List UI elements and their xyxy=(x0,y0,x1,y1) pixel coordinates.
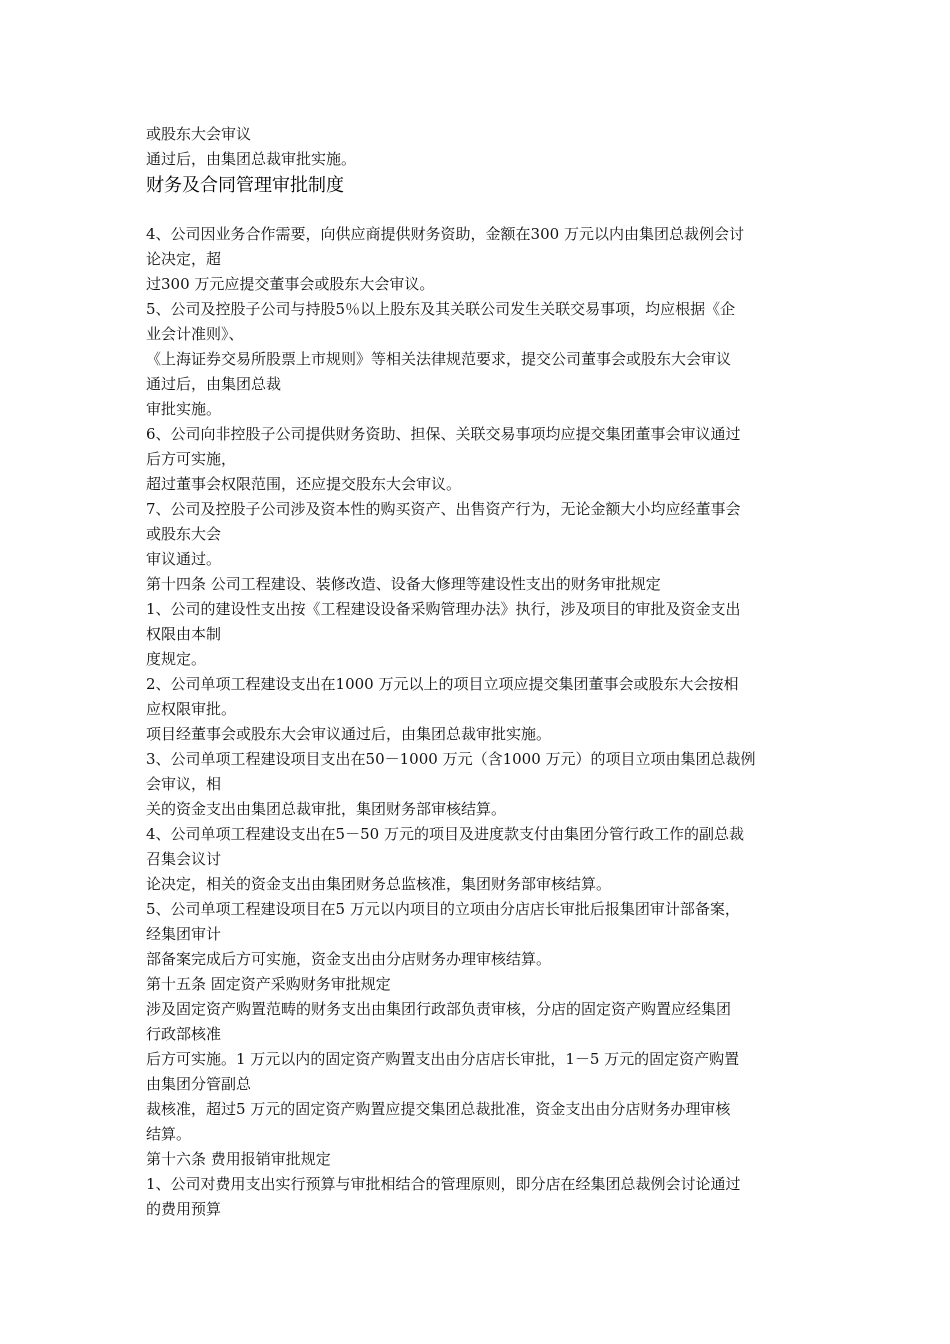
body-line: 度规定。 xyxy=(146,650,207,668)
body-line: 召集会议讨 xyxy=(146,850,222,868)
body-line: 项目经董事会或股东大会审议通过后，由集团总裁审批实施。 xyxy=(146,725,552,743)
body-line: 《上海证券交易所股票上市规则》等相关法律规范要求，提交公司董事会或股东大会审议 xyxy=(146,350,732,368)
body-line: 7、公司及控股子公司涉及资本性的购买资产、出售资产行为，无论金额大小均应经董事会 xyxy=(146,500,741,518)
body-line: 5、公司及控股子公司与持股5％以上股东及其关联公司发生关联交易事项，均应根据《企 xyxy=(146,300,736,318)
body-line: 或股东大会 xyxy=(146,525,222,543)
body-line: 审批实施。 xyxy=(146,400,222,418)
body-line: 第十四条 公司工程建设、装修改造、设备大修理等建设性支出的财务审批规定 xyxy=(146,575,661,593)
body-line: 4、公司单项工程建设支出在5－50 万元的项目及进度款支付由集团分管行政工作的副总裁 xyxy=(146,825,744,843)
body-line: 4、公司因业务合作需要，向供应商提供财务资助，金额在300 万元以内由集团总裁例会讨 xyxy=(146,225,744,243)
spacer xyxy=(146,200,810,222)
intro-line-1: 或股东大会审议 xyxy=(146,125,252,143)
body-line: 的费用预算 xyxy=(146,1200,222,1218)
body-line: 关的资金支出由集团总裁审批，集团财务部审核结算。 xyxy=(146,800,507,818)
body-line: 后方可实施。1 万元以内的固定资产购置支出由分店店长审批，1－5 万元的固定资产购置 xyxy=(146,1050,740,1068)
body-line: 后方可实施， xyxy=(146,450,237,468)
body-line: 1、公司的建设性支出按《工程建设设备采购管理办法》执行，涉及项目的审批及资金支出 xyxy=(146,600,741,618)
body-line: 论决定，超 xyxy=(146,250,222,268)
document-content xyxy=(146,122,810,1222)
body-line: 3、公司单项工程建设项目支出在50－1000 万元（含1000 万元）的项目立项由集团总裁例 xyxy=(146,750,756,768)
body-line: 通过后，由集团总裁 xyxy=(146,375,282,393)
body-line: 裁核准，超过5 万元的固定资产购置应提交集团总裁批准，资金支出由分店财务办理审核 xyxy=(146,1100,731,1118)
body-line: 5、公司单项工程建设项目在5 万元以内项目的立项由分店店长审批后报集团审计部备案， xyxy=(146,900,740,918)
body-line: 第十五条 固定资产采购财务审批规定 xyxy=(146,975,391,993)
body-line: 行政部核准 xyxy=(146,1025,222,1043)
body-line: 第十六条 费用报销审批规定 xyxy=(146,1150,331,1168)
body-line: 超过董事会权限范围，还应提交股东大会审议。 xyxy=(146,475,462,493)
body-line: 审议通过。 xyxy=(146,550,222,568)
body-line: 应权限审批。 xyxy=(146,700,237,718)
body-line: 由集团分管副总 xyxy=(146,1075,252,1093)
body-line: 会审议，相 xyxy=(146,775,222,793)
body-line: 过300 万元应提交董事会或股东大会审议。 xyxy=(146,275,435,293)
body-line: 经集团审计 xyxy=(146,925,222,943)
body-line: 1、公司对费用支出实行预算与审批相结合的管理原则，即分店在经集团总裁例会讨论通过 xyxy=(146,1175,741,1193)
body-line: 6、公司向非控股子公司提供财务资助、担保、关联交易事项均应提交集团董事会审议通过 xyxy=(146,425,741,443)
intro-line-2: 通过后，由集团总裁审批实施。 xyxy=(146,150,357,168)
body-line: 业会计准则》、 xyxy=(146,325,244,343)
body-line: 2、公司单项工程建设支出在1000 万元以上的项目立项应提交集团董事会或股东大会按相 xyxy=(146,675,739,693)
section-heading: 财务及合同管理审批制度 xyxy=(146,175,344,196)
body-line: 权限由本制 xyxy=(146,625,222,643)
body-line: 部备案完成后方可实施，资金支出由分店财务办理审核结算。 xyxy=(146,950,552,968)
body-line: 涉及固定资产购置范畴的财务支出由集团行政部负责审核，分店的固定资产购置应经集团 xyxy=(146,1000,732,1018)
body-line: 结算。 xyxy=(146,1125,192,1143)
body-line: 论决定，相关的资金支出由集团财务总监核准，集团财务部审核结算。 xyxy=(146,875,612,893)
document-body xyxy=(146,222,810,1222)
